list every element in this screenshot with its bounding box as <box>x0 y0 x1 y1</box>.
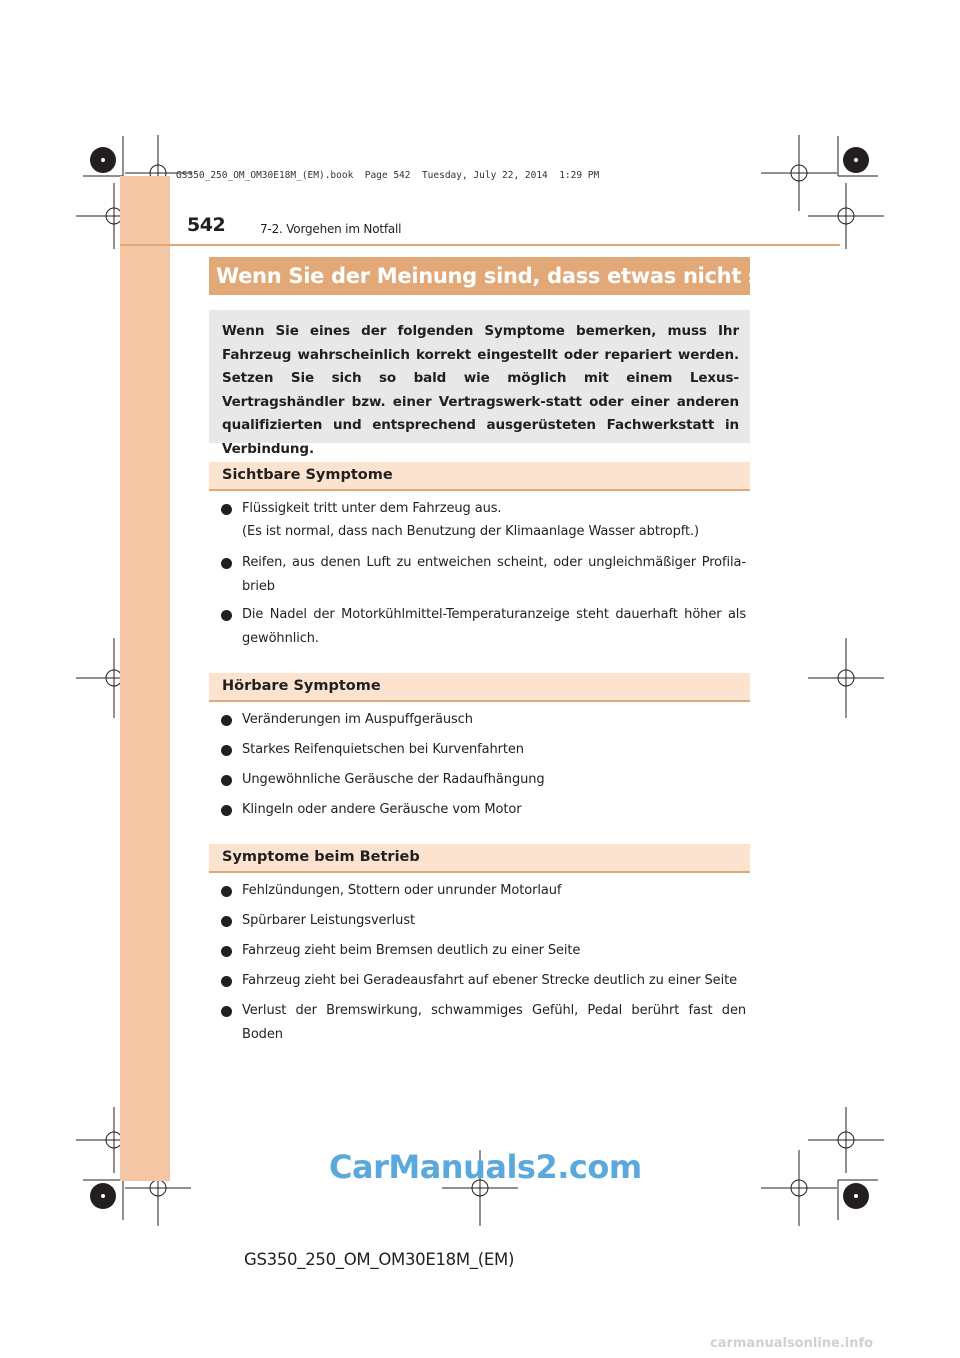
list-item <box>221 798 746 822</box>
list-item-text: Spürbarer Leistungsverlust <box>242 913 415 928</box>
bullet-icon <box>221 976 232 987</box>
section-heading-audible: Hörbare Symptome <box>209 673 750 702</box>
list-item-text: Fehlzündungen, Stottern oder unrunder Motorlauf <box>242 883 562 898</box>
list-item <box>221 909 746 933</box>
page-number: 542 <box>187 214 226 236</box>
footer-doc-id: GS350_250_OM_OM30E18M_(EM) <box>244 1250 515 1269</box>
list-item-text: Verlust der Bremswirkung, schwammiges Gefühl, Pedal berührt fast den Boden <box>242 1003 746 1042</box>
bullet-icon <box>221 886 232 897</box>
list-item <box>221 969 746 993</box>
list-item-text: Veränderungen im Auspuffgeräusch <box>242 712 473 727</box>
watermark-site: carmanualsonline.info <box>710 1336 874 1351</box>
list-item-text: Fahrzeug zieht bei Geradeausfahrt auf ebener Strecke deutlich zu einer Seite <box>242 973 737 988</box>
list-item <box>221 603 746 650</box>
page-title: Wenn Sie der Meinung sind, dass etwas nicht stimmt <box>209 257 750 295</box>
list-item-text: Klingeln oder andere Geräusche vom Motor <box>242 802 522 817</box>
list-item-text: Fahrzeug zieht beim Bremsen deutlich zu einer Seite <box>242 943 581 958</box>
chapter-title: 7-2. Vorgehen im Notfall <box>260 222 402 236</box>
list-item <box>221 768 746 792</box>
list-item <box>221 939 746 963</box>
bullet-icon <box>221 1006 232 1017</box>
list-item <box>221 497 746 521</box>
bullet-icon <box>221 504 232 515</box>
intro-box <box>209 310 750 457</box>
print-info: GS350_250_OM_OM30E18M_(EM).book Page 542 Tuesday, July 22, 2014 1:29 PM <box>176 170 600 181</box>
list-item <box>221 708 746 732</box>
bullet-icon <box>221 745 232 756</box>
list-item-text: Reifen, aus denen Luft zu entweichen scheint, oder ungleichmäßiger Profila-brieb <box>242 555 746 594</box>
bullet-icon <box>221 775 232 786</box>
bullet-icon <box>221 610 232 621</box>
list-item <box>221 738 746 762</box>
list-item <box>221 879 746 903</box>
list-item-text: Starkes Reifenquietschen bei Kurvenfahrten <box>242 742 524 757</box>
intro-text: Wenn Sie eines der folgenden Symptome bemerken, muss Ihr Fahrzeug wahrscheinlich korrekt eingestellt oder repariert werden. Setzen Sie sich so bald wie möglich mit einem Lexus-Vertragshändler bzw. einer Vertragswerk-statt oder einer anderen qualifizierten und entsprechend ausgerüsteten Fachwerkstatt in Verbindung. <box>222 323 739 457</box>
section-heading-operation: Symptome beim Betrieb <box>209 844 750 873</box>
bullet-icon <box>221 805 232 816</box>
bullet-icon <box>221 916 232 927</box>
list-item-text: Flüssigkeit tritt unter dem Fahrzeug aus. <box>242 501 502 516</box>
bullet-icon <box>221 558 232 569</box>
bullet-icon <box>221 715 232 726</box>
header-rule <box>120 244 840 246</box>
chapter-side-bar <box>120 176 170 1181</box>
watermark-logo: CarManuals2.com <box>329 1148 642 1186</box>
list-item-note-text: (Es ist normal, dass nach Benutzung der Klimaanlage Wasser abtropft.) <box>242 524 700 539</box>
bullet-icon <box>221 946 232 957</box>
list-item-note <box>221 520 746 544</box>
list-item <box>221 551 746 598</box>
list-item-text: Ungewöhnliche Geräusche der Radaufhängung <box>242 772 545 787</box>
list-item <box>221 999 746 1046</box>
list-item-text: Die Nadel der Motorkühlmittel-Temperaturanzeige steht dauerhaft höher als gewöhnlich. <box>242 607 746 646</box>
section-heading-visible: Sichtbare Symptome <box>209 462 750 491</box>
